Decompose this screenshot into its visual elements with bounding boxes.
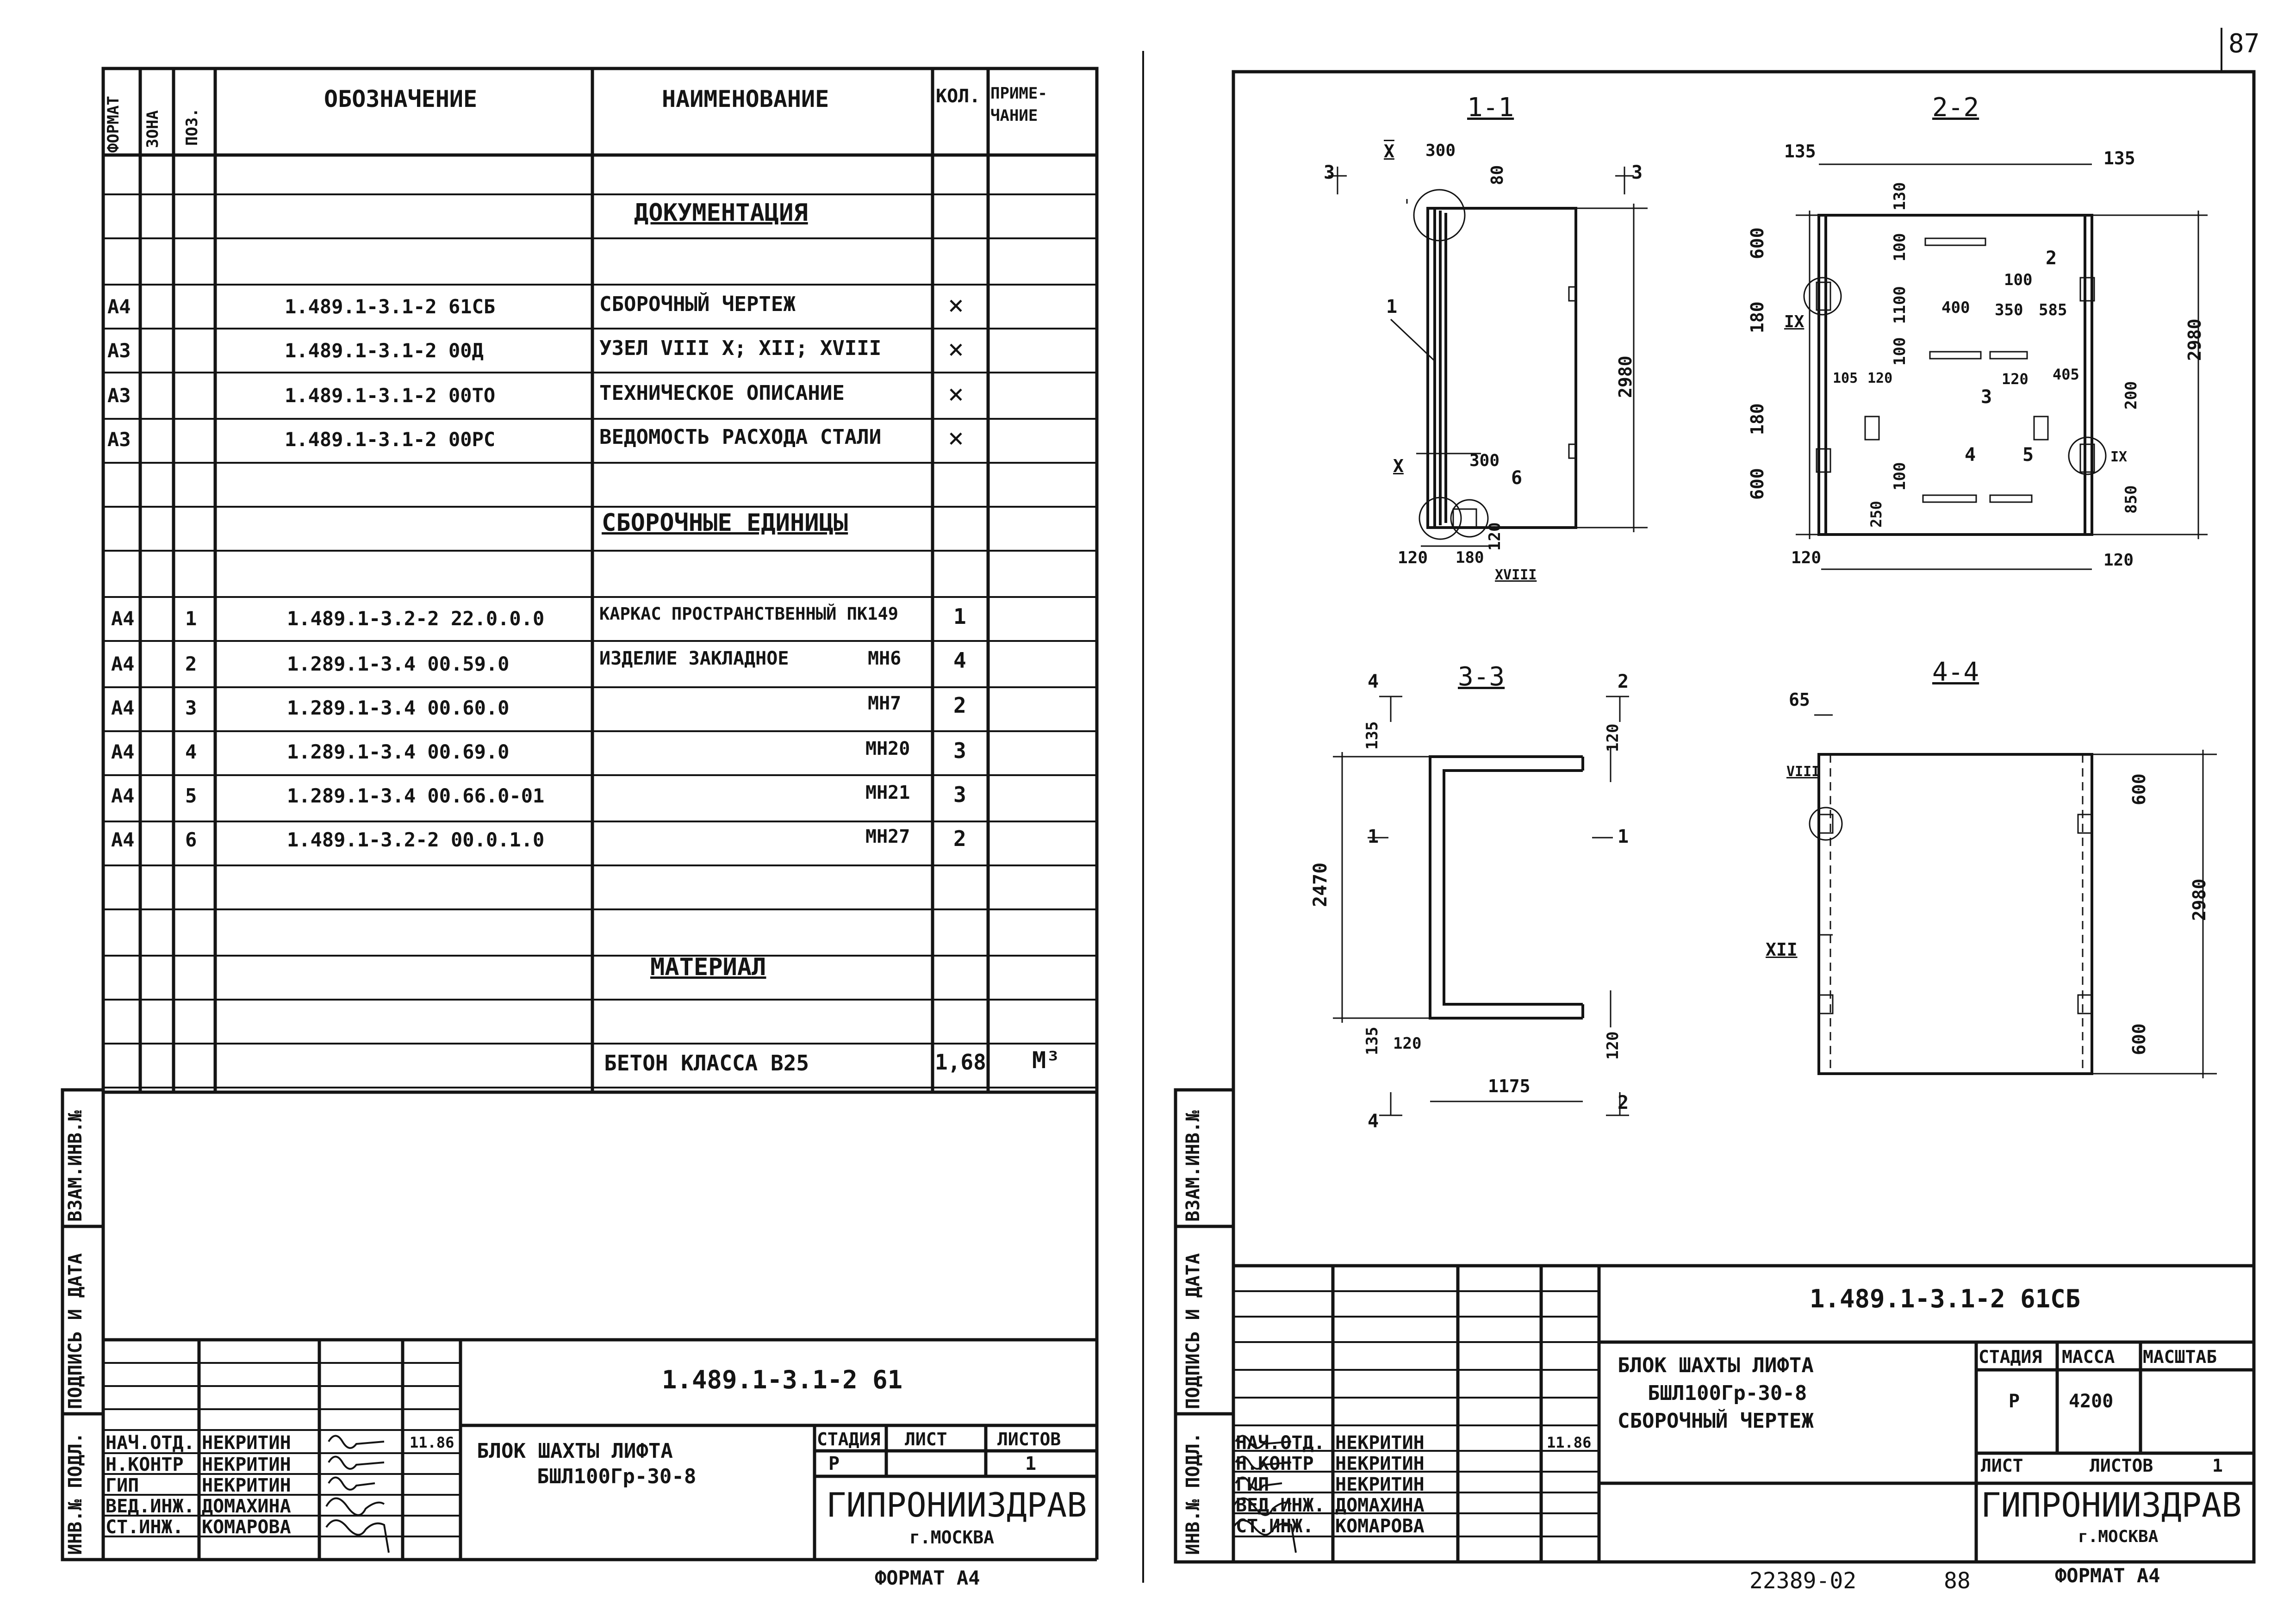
row-qty: 3	[953, 738, 966, 763]
row-qty: ×	[948, 333, 964, 365]
dim-label: 130	[1891, 182, 1909, 211]
dim-label: 180	[1747, 301, 1767, 333]
dim-label: 600	[2129, 773, 2149, 805]
row-mark: МН20	[865, 738, 910, 759]
side-label-signature-date: ПОДПИСЬ И ДАТА	[1182, 1253, 1204, 1409]
row-format: А4	[111, 607, 135, 630]
row-mark: МН27	[865, 826, 910, 847]
row-designation: 1.489.1-3.2-2 00.0.1.0	[287, 828, 545, 851]
row-name: УЗЕЛ VIII X; XII; XVIII	[599, 336, 882, 360]
row-designation: 1.289.1-3.4 00.66.0-01	[287, 784, 545, 807]
row-format: А4	[111, 784, 135, 807]
row-designation: 1.489.1-3.1-2 00РС	[285, 428, 496, 451]
row-pos: 6	[185, 828, 197, 851]
dim-label: 585	[2039, 301, 2067, 319]
bottom-right-number: 22389-02	[1749, 1568, 1857, 1594]
stamp-code: 1.489.1-3.1-2 61	[662, 1365, 903, 1394]
stamp-person: НЕКРИТИН	[1335, 1453, 1425, 1474]
row-designation: 1.489.1-3.1-2 00Д	[285, 339, 484, 362]
section-mark: 1	[1618, 826, 1629, 847]
row-designation: 1.289.1-3.4 00.60.0	[287, 696, 510, 719]
view-title-1-1: 1-1	[1467, 93, 1514, 123]
section-mark: 1	[1368, 826, 1379, 847]
section-mark: 4	[1368, 671, 1379, 692]
stamp-person: КОМАРОВА	[1335, 1516, 1425, 1537]
dim-label: 120	[1486, 522, 1504, 551]
stamp-role: НАЧ.ОТД.	[1236, 1432, 1325, 1454]
dim-label: 100	[2004, 271, 2033, 289]
header-format: ФОРМАТ	[104, 96, 123, 153]
row-format: А4	[111, 653, 135, 675]
stamp-date: 11.86	[1547, 1434, 1592, 1451]
dim-label: 135	[2103, 148, 2135, 168]
dim-label: 600	[2129, 1023, 2149, 1055]
stamp-sheet-label: ЛИСТ	[1981, 1455, 2023, 1476]
bottom-left-format: ФОРМАТ А4	[875, 1567, 980, 1589]
row-mark: МН7	[868, 693, 902, 714]
view-title-4-4: 4-4	[1932, 657, 1979, 687]
row-qty: 1	[953, 604, 966, 629]
material-qty: 1,68	[935, 1050, 986, 1075]
stamp-person: ДОМАХИНА	[1335, 1495, 1425, 1516]
section-assembly-units: СБОРОЧНЫЕ ЕДИНИЦЫ	[602, 509, 848, 537]
dim-label: 1175	[1488, 1076, 1531, 1096]
stamp-mass-label: МАССА	[2062, 1347, 2115, 1367]
node-label: XII	[1766, 939, 1798, 960]
row-qty: 2	[953, 693, 966, 718]
stamp-person: НЕКРИТИН	[202, 1475, 291, 1496]
stamp-stage: Р	[2009, 1391, 2020, 1412]
stamp-city: г.МОСКВА	[909, 1527, 995, 1548]
stamp-person: НЕКРИТИН	[1335, 1432, 1425, 1454]
section-documentation: ДОКУМЕНТАЦИЯ	[634, 199, 808, 227]
dim-label: 135	[1363, 721, 1381, 750]
row-format: А4	[107, 295, 131, 318]
dim-label: 600	[1747, 468, 1767, 500]
row-format: А3	[107, 384, 131, 407]
bottom-right-page: 88	[1944, 1568, 1971, 1594]
material-unit: М³	[1032, 1047, 1060, 1074]
row-name: ИЗДЕЛИЕ ЗАКЛАДНОЕ	[599, 648, 789, 669]
dim-label: 2980	[2184, 318, 2205, 361]
section-material: МАТЕРИАЛ	[650, 953, 766, 981]
stamp-title-line1: БЛОК ШАХТЫ ЛИФТА	[1618, 1354, 1814, 1377]
row-qty: ×	[948, 289, 964, 321]
section-mark: 4	[1368, 1111, 1379, 1132]
section-mark: 3	[1324, 162, 1335, 183]
stamp-code: 1.489.1-3.1-2 61СБ	[1810, 1284, 2081, 1313]
row-designation: 1.289.1-3.4 00.69.0	[287, 740, 510, 763]
view-title-2-2: 2-2	[1932, 93, 1979, 123]
stamp-stage-label: СТАДИЯ	[1979, 1347, 2042, 1367]
side-label-replace-inv: ВЗАМ.ИНВ.№	[1182, 1110, 1204, 1222]
dim-label: 2980	[2189, 878, 2209, 921]
material-name: БЕТОН КЛАССА В25	[604, 1051, 809, 1076]
row-designation: 1.489.1-3.2-2 22.0.0.0	[287, 607, 545, 630]
header-name: НАИМЕНОВАНИЕ	[662, 86, 829, 112]
dim-label: 400	[1941, 298, 1970, 317]
header-zone: ЗОНА	[143, 110, 162, 148]
header-qty: КОЛ.	[936, 86, 981, 107]
row-pos: 5	[185, 784, 197, 807]
dim-label: 120	[1393, 1034, 1422, 1053]
pos-label: 5	[2022, 444, 2034, 466]
dim-label: 850	[2122, 485, 2140, 514]
dim-label: 250	[1867, 501, 1885, 528]
row-qty: 4	[953, 648, 966, 673]
row-pos: 3	[185, 696, 197, 719]
row-pos: 1	[185, 607, 197, 630]
row-name: СБОРОЧНЫЙ ЧЕРТЕЖ	[599, 292, 796, 316]
pos-label: 4	[1965, 444, 1976, 466]
stamp-stage: Р	[828, 1453, 840, 1474]
stamp-role: СТ.ИНЖ.	[1236, 1516, 1314, 1537]
pos-label: 2	[2046, 248, 2057, 269]
row-pos: 4	[185, 740, 197, 763]
dim-label: 120	[1791, 548, 1822, 567]
stamp-sheets-label: ЛИСТОВ	[997, 1429, 1061, 1449]
bottom-right-format: ФОРМАТ А4	[2055, 1564, 2160, 1587]
dim-label: 120	[1867, 370, 1893, 386]
row-format: А4	[111, 696, 135, 719]
dim-label: 405	[2053, 366, 2079, 383]
dim-label: 105	[1833, 370, 1858, 386]
stamp-date: 11.86	[410, 1434, 454, 1451]
dim-label: 600	[1747, 227, 1767, 259]
stamp-org: ГИПРОНИИЗДРАВ	[826, 1486, 1087, 1524]
stamp-stage-label: СТАДИЯ	[817, 1429, 881, 1449]
dim-label: 300	[1469, 451, 1500, 470]
section-mark: 2	[1618, 1092, 1629, 1113]
pos-label: 3	[1981, 386, 1992, 408]
row-designation: 1.489.1-3.1-2 61СБ	[285, 295, 496, 318]
row-mark: МН21	[865, 782, 910, 803]
node-label: X	[1384, 141, 1394, 162]
header-designation: ОБОЗНАЧЕНИЕ	[324, 86, 478, 112]
stamp-city: г.МОСКВА	[2078, 1527, 2159, 1546]
dim-label: 100	[1891, 337, 1909, 366]
dim-label: 120	[1398, 548, 1428, 567]
dim-label: 135	[1363, 1026, 1381, 1055]
stamp-role: Н.КОНТР	[106, 1454, 184, 1475]
row-pos: 2	[185, 653, 197, 675]
stamp-title-line2: БШЛ100Гр-30-8	[1648, 1381, 1807, 1405]
stamp-sheets-label: ЛИСТОВ	[2090, 1455, 2153, 1476]
header-pos: ПОЗ.	[183, 108, 201, 146]
dim-label: 120	[1604, 1031, 1622, 1060]
stamp-scale-label: МАСШТАБ	[2143, 1347, 2217, 1367]
row-name: ТЕХНИЧЕСКОЕ ОПИСАНИЕ	[599, 381, 845, 405]
dim-label: 135	[1784, 141, 1816, 162]
dim-label: 180	[1747, 403, 1767, 435]
stamp-person: НЕКРИТИН	[202, 1432, 291, 1454]
stamp-person: НЕКРИТИН	[1335, 1474, 1425, 1495]
side-label-inv-original: ИНВ.№ ПОДЛ.	[1182, 1432, 1204, 1555]
row-qty: ×	[948, 422, 964, 454]
node-label: XVIII	[1495, 567, 1537, 583]
row-qty: 2	[953, 826, 966, 851]
stamp-role: СТ.ИНЖ.	[106, 1517, 184, 1538]
header-note: ПРИМЕ- ЧАНИЕ	[990, 84, 1047, 125]
node-label: IX	[2110, 449, 2128, 465]
node-label: IX	[1784, 312, 1804, 331]
stamp-role: ВЕД.ИНЖ.	[106, 1496, 195, 1517]
stamp-role: ГИП	[106, 1475, 139, 1496]
dim-label: 120	[2002, 370, 2028, 388]
stamp-title-line3: СБОРОЧНЫЙ ЧЕРТЕЖ	[1618, 1409, 1814, 1433]
row-format: А4	[111, 740, 135, 763]
stamp-role: ВЕД.ИНЖ.	[1236, 1495, 1325, 1516]
view-title-3-3: 3-3	[1458, 662, 1505, 692]
dim-label: 2470	[1310, 862, 1331, 907]
stamp-title-line1: БЛОК ШАХТЫ ЛИФТА	[477, 1439, 673, 1463]
stamp-person: ДОМАХИНА	[202, 1496, 291, 1517]
dim-label: 120	[1604, 723, 1622, 752]
side-label-replace-inv: ВЗАМ.ИНВ.№	[65, 1110, 86, 1222]
pos-label: 6	[1511, 467, 1523, 489]
dim-label: 120	[2103, 551, 2134, 570]
row-mark: МН6	[868, 648, 902, 669]
stamp-mass: 4200	[2069, 1391, 2114, 1412]
row-qty: ×	[948, 378, 964, 410]
row-format: А3	[107, 428, 131, 451]
page-number: 87	[2228, 29, 2260, 59]
side-label-signature-date: ПОДПИСЬ И ДАТА	[65, 1253, 86, 1409]
dim-label: 300	[1425, 141, 1456, 160]
dim-label: 180	[1456, 548, 1484, 567]
node-label: VIII	[1786, 764, 1820, 780]
row-name: КАРКАС ПРОСТРАНСТВЕННЫЙ ПК149	[599, 604, 899, 624]
node-label: X	[1393, 456, 1404, 476]
row-format: А4	[111, 828, 135, 851]
row-designation: 1.489.1-3.1-2 00ТО	[285, 384, 496, 407]
dim-label: 350	[1995, 301, 2023, 319]
stamp-sheets: 1	[2212, 1455, 2223, 1476]
section-mark: 2	[1618, 671, 1629, 692]
stamp-person: КОМАРОВА	[202, 1517, 291, 1538]
stamp-role: ГИП	[1236, 1474, 1269, 1495]
stamp-sheets: 1	[1025, 1453, 1037, 1474]
row-designation: 1.289.1-3.4 00.59.0	[287, 653, 510, 675]
stamp-role: НАЧ.ОТД.	[106, 1432, 195, 1454]
dim-label: 2980	[1615, 355, 1636, 398]
pos-label: 1	[1386, 296, 1398, 317]
side-label-inv-original: ИНВ.№ ПОДЛ.	[65, 1432, 86, 1555]
dim-label: 65	[1789, 690, 1810, 710]
stamp-person: НЕКРИТИН	[202, 1454, 291, 1475]
dim-label: 1100	[1891, 286, 1909, 324]
row-format: А3	[107, 339, 131, 362]
dim-label: 100	[1891, 233, 1909, 261]
stamp-org: ГИПРОНИИЗДРАВ	[1981, 1486, 2242, 1524]
row-qty: 3	[953, 782, 966, 807]
dim-label: 200	[2122, 381, 2140, 410]
row-name: ВЕДОМОСТЬ РАСХОДА СТАЛИ	[599, 425, 882, 449]
dim-label: 100	[1891, 462, 1909, 491]
stamp-role: Н.КОНТР	[1236, 1453, 1314, 1474]
section-mark: 3	[1631, 162, 1643, 183]
dim-label: 80	[1488, 165, 1507, 185]
stamp-title-line2: БШЛ100Гр-30-8	[537, 1465, 697, 1488]
stamp-sheet-label: ЛИСТ	[905, 1429, 947, 1449]
